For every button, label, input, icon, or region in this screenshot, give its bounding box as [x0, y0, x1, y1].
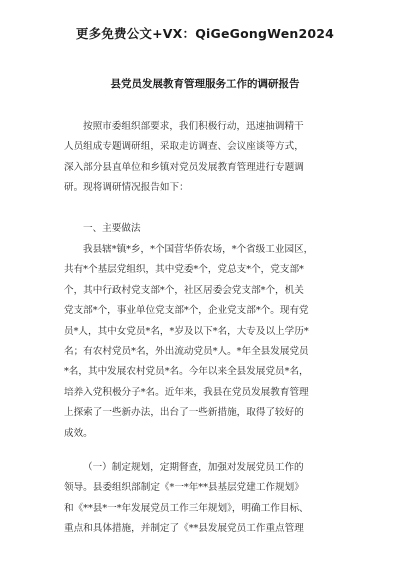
paragraph-line: 深入部分县直单位和乡镇对党员发展教育管理进行专题调 [64, 161, 304, 173]
paragraph-line: 上探索了一些新办法，出台了一些新措施，取得了较好的 [64, 407, 304, 419]
paragraph-line: 个，其中行政村党支部*个，社区居委会党支部*个，机关 [64, 284, 304, 296]
document-title: 县党员发展教育管理服务工作的调研报告 [110, 78, 300, 90]
paragraph-line: 员*人，其中女党员*名，*岁及以下*名，大专及以上学历* [64, 325, 309, 337]
paragraph-line: 党支部*个，事业单位党支部*个，企业党支部*个。现有党 [64, 305, 309, 317]
intro-paragraph [64, 117, 354, 199]
paragraph-line: 重点和具体措施，并制定了《**县发展党员工作重点管理 [64, 523, 304, 535]
main-paragraph [64, 240, 354, 444]
paragraph-line: 和《**县*一*年发展党员工作三年规划》，明确工作目标、 [64, 502, 309, 514]
paragraph-line: *名，其中发展农村党员*名。今年以来全县发展党员*名， [64, 366, 309, 378]
paragraph-line: 共有*个基层党组织，其中党委*个，党总支*个，党支部* [64, 264, 304, 276]
paragraph-line: 领导。县委组织部制定《*一*年**县基层党建工作规划》 [64, 482, 304, 494]
section-heading-text: 一、主要做法 [83, 223, 141, 234]
paragraph-line: 按照市委组织部要求，我们积极行动，迅速抽调精干 [83, 121, 304, 132]
paragraph-line: 研。现将调研情况报告如下： [64, 182, 189, 194]
paragraph-line: 我县辖*镇*乡，*个国营华侨农场，*个省级工业园区， [83, 244, 314, 255]
paragraph-line: （一）制定规划，定期督查，加强对发展党员工作的 [83, 462, 304, 473]
paragraph-line: 成效。 [64, 427, 93, 439]
paragraph-line: 名；有农村党员*名，外出流动党员*人。*年全县发展党员 [64, 345, 309, 357]
paragraph-line: 培养入党积极分子*名。近年来，我县在党员发展教育管理 [64, 386, 309, 398]
promo-banner: 更多免费公文+VX：QiGeGongWen2024 [75, 26, 335, 41]
section-heading [64, 219, 354, 239]
subsection-paragraph [64, 458, 354, 540]
paragraph-line: 人员组成专题调研组，采取走访调查、会议座谈等方式， [64, 141, 304, 153]
